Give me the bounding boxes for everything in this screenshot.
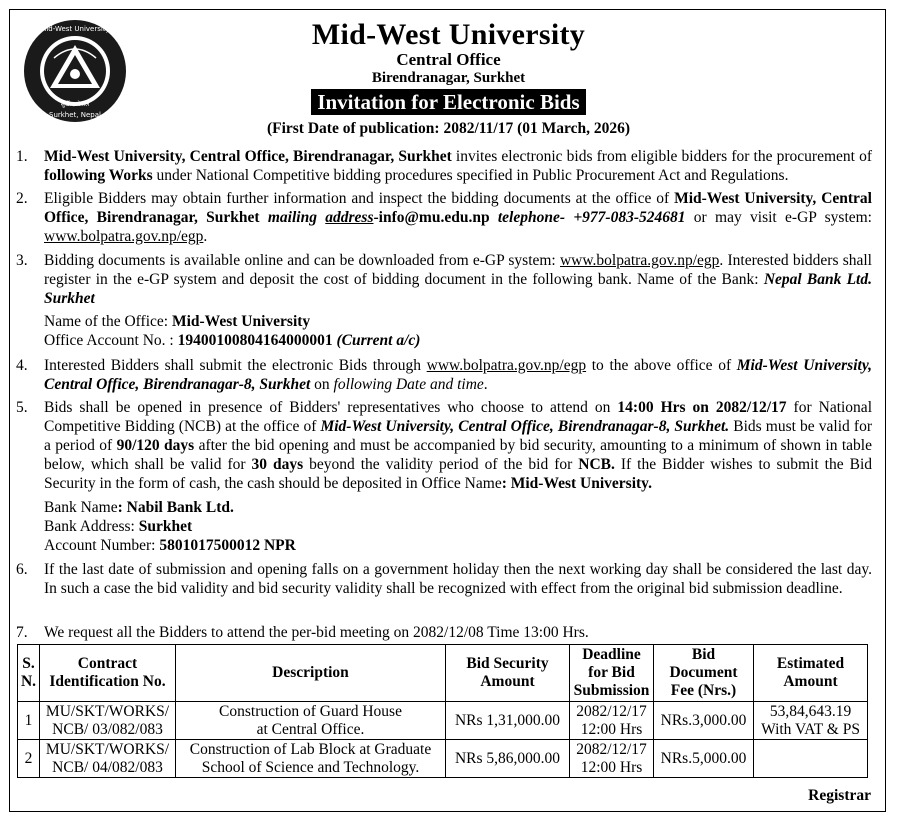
col-header-estimate: Estimated Amount (754, 645, 868, 702)
col-header-description: Description (176, 645, 446, 702)
svg-text:सुर्खेत, नेपाल: सुर्खेत, नेपाल (60, 101, 90, 108)
col-header-fee: Bid Document Fee (Nrs.) (654, 645, 754, 702)
item-5: 5. Bids shall be opened in presence of Bidders' representatives who choose to attend on 14:00 Hrs on 2082/12/17 for National Competitive Bidding (NCB) at the office of Mid-West University, Central Office, Birendranagar-8, Surkhet. Bids must be valid for a period of 90/120 days after the bid opening and must be accompanied by bid security, amounting to a minimum of shown in table below, which shall be valid for 30 days beyond the validity period of the bid for NCB. If the Bidder wishes to submit the Bid Security in the form of cash, the cash should be deposited in Office Name: Mid-West University. (16, 399, 872, 492)
bank-name-line: Bank Name: Nabil Bank Ltd. (44, 499, 234, 516)
item-4: 4. Interested Bidders shall submit the electronic Bids through www.bolpatra.gov.np/egp to the above office of Mid-West University, Central Office, Birendranagar-8, Surkhet on following Date and time. (16, 357, 872, 393)
bids-table (17, 644, 868, 778)
university-name: Mid-West University (311, 18, 586, 51)
item-3: 3. Bidding documents is available online and can be downloaded from e-GP system: www.bolpatra.gov.np/egp. Interested bidders shall register in the e-GP system and deposit the cost of bidding document in the following bank. Name of the Bank: Nepal Bank Ltd. Surkhet (16, 252, 872, 307)
office-name-line: Name of the Office: Mid-West University (44, 313, 311, 330)
svg-text:Surkhet, Nepal: Surkhet, Nepal (49, 111, 101, 119)
col-header-contract: Contract Identification No. (40, 645, 176, 702)
office-location: Birendranagar, Surkhet (371, 70, 526, 86)
signatory: Registrar (808, 787, 871, 804)
account-number-line: Account Number: 5801017500012 NPR (44, 537, 296, 554)
item-1: 1. Mid-West University, Central Office, Birendranagar, Surkhet invites electronic bids from eligible bidders for the procurement of following Works under National Competitive bidding procedures specified in Public Procurement Act and Regulations. (16, 148, 872, 184)
svg-text:Mid-West University: Mid-West University (40, 25, 110, 33)
egp-link[interactable]: www.bolpatra.gov.np/egp (44, 228, 204, 245)
bank-address-line: Bank Address: Surkhet (44, 518, 193, 535)
item-2: 2. Eligible Bidders may obtain further information and inspect the bidding documents at the office of Mid-West University, Central Office, Birendranagar, Surkhet mailing address-info@mu.edu.np telephone- +977-083-524681 or may visit e-GP system: www.bolpatra.gov.np/egp. (16, 190, 872, 245)
col-header-sn: S. N. (18, 645, 40, 702)
notice-title: Invitation for Electronic Bids (0, 89, 897, 115)
office-name: Central Office (396, 50, 501, 69)
office-account-line: Office Account No. : 19400100804164000001 (Current a/c) (44, 332, 421, 349)
table-row: 2 MU/SKT/WORKS/ NCB/ 04/082/083 Construction of Lab Block at Graduate School of Science and Technology. NRs 5,86,000.00 2082/12/17 12:00 Hrs NRs.5,000.00 (18, 740, 868, 778)
egp-link[interactable]: www.bolpatra.gov.np/egp (426, 357, 587, 374)
table-row: 1 MU/SKT/WORKS/ NCB/ 03/082/083 Construction of Guard House at Central Office. NRs 1,31,000.00 2082/12/17 12:00 Hrs NRs.3,000.00 53,84,643.19 With VAT & PS (18, 702, 868, 740)
item-6: 6. If the last date of submission and opening falls on a government holiday then the next working day shall be considered the last day. In such a case the bid validity and bid security validity shall be recognized with effect from the original bid submission deadline. (16, 561, 872, 597)
col-header-deadline: Deadline for Bid Submission (570, 645, 654, 702)
item-7: 7. We request all the Bidders to attend the per-bid meeting on 2082/12/08 Time 13:00 Hrs. (16, 624, 589, 641)
publication-date: (First Date of publication: 2082/11/17 (01 March, 2026) (266, 120, 631, 137)
col-header-security: Bid Security Amount (446, 645, 570, 702)
egp-link[interactable]: www.bolpatra.gov.np/egp (559, 252, 720, 269)
